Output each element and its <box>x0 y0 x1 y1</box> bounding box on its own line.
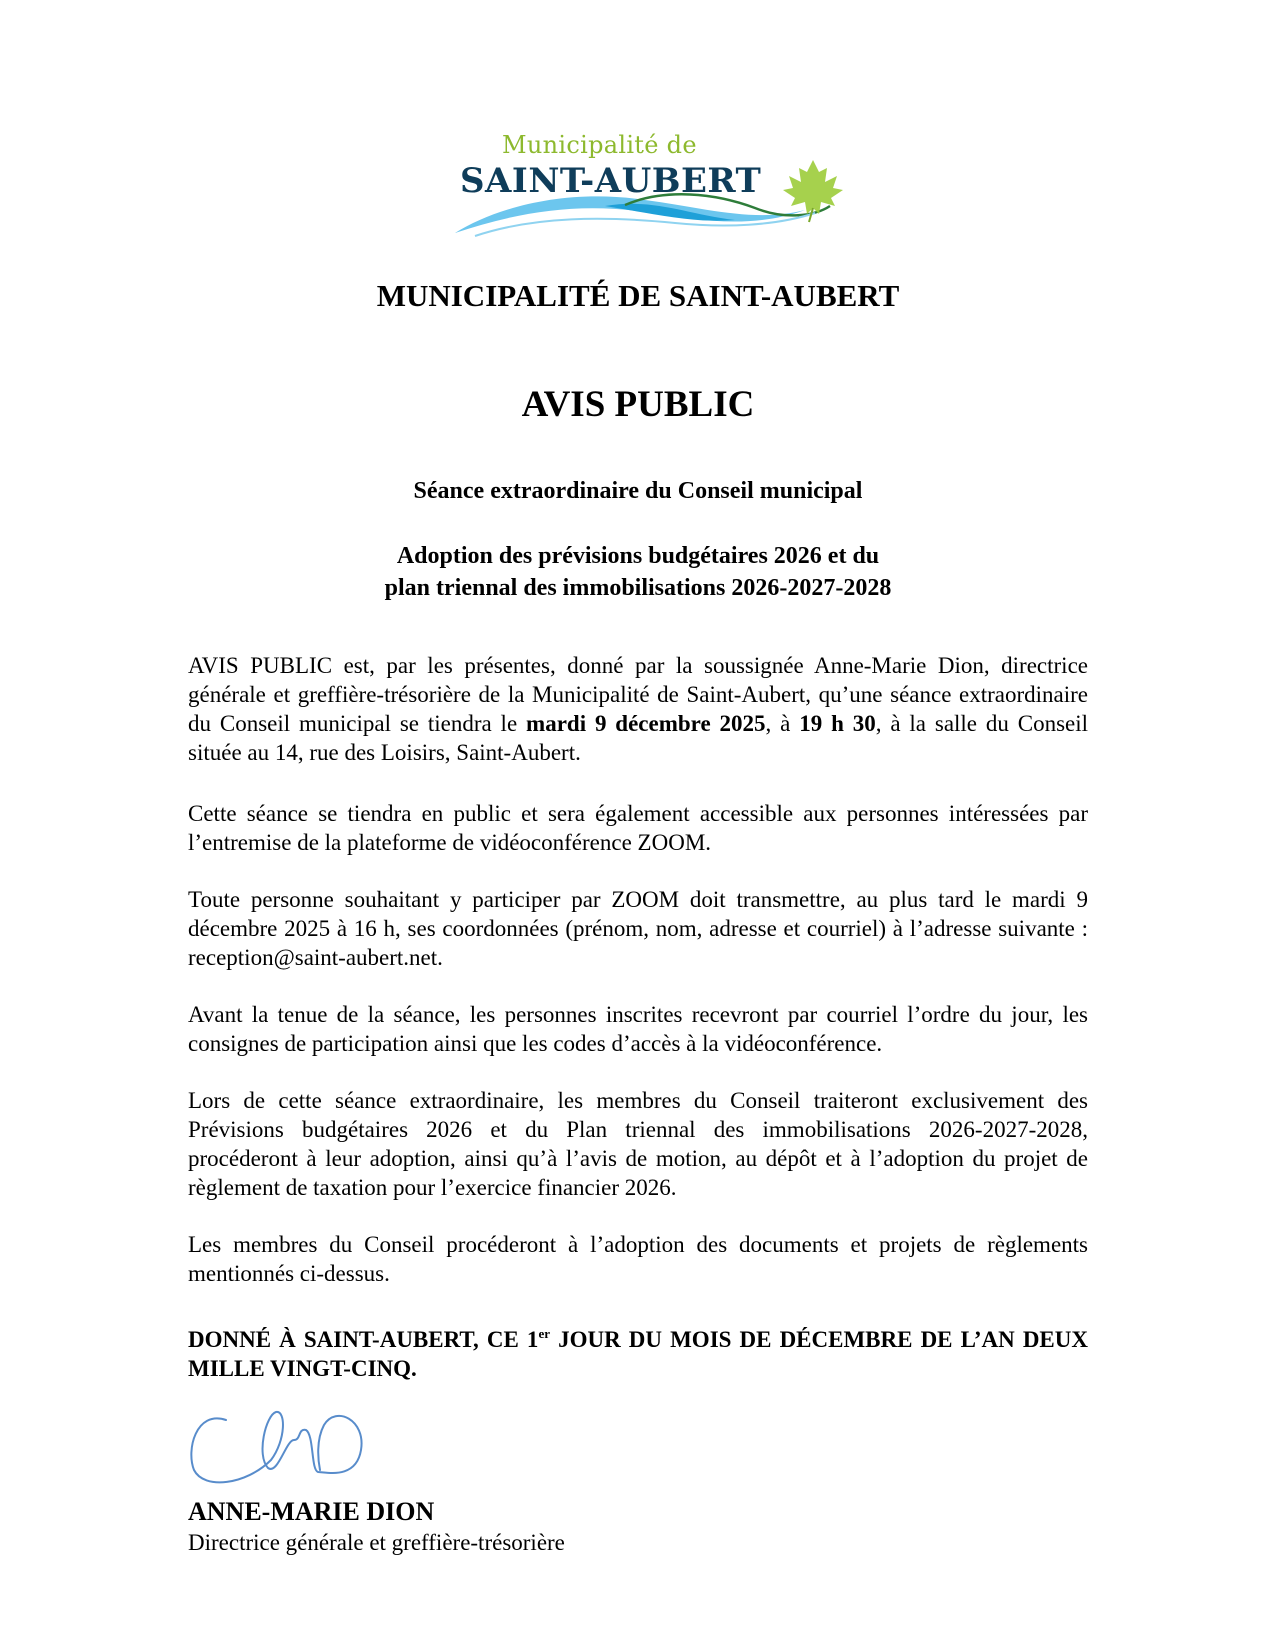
notice-paragraph-subjects: Lors de cette séance extraordinaire, les membres du Conseil traiteront exclusivement des Prévisions budgétaires 2026 et du Plan triennal des immobilisations 2026-2027-2028, procéderont à leur adoption, ainsi qu’à l’avis de motion, au dépôt et à l’adoption du projet de règlement de taxation pour l’exercice financier 2026. <box>188 1088 1088 1200</box>
meeting-subtitle: Séance extraordinaire du Conseil municipal <box>413 478 863 504</box>
municipality-heading: MUNICIPALITÉ DE SAINT-AUBERT <box>376 278 900 313</box>
given-text-end: JOUR DU MOIS DE DÉCEMBRE DE L’AN DEUX MILLE VINGT-CINQ. <box>188 1327 1088 1381</box>
signature-image <box>186 1400 386 1490</box>
given-text: DONNÉ À SAINT-AUBERT, CE 1 <box>188 1327 539 1352</box>
given-statement <box>188 1325 1088 1383</box>
signatory-name: ANNE-MARIE DION <box>188 1497 435 1526</box>
notice-title: AVIS PUBLIC <box>521 384 755 425</box>
logo-text-saint-aubert: SAINT-AUBERT <box>460 161 762 201</box>
notice-paragraph-agenda: Avant la tenue de la séance, les personnes inscrites recevront par courriel l’ordre du jour, les consignes de participation ainsi que les codes d’accès à la vidéoconférence. <box>188 1002 1088 1056</box>
signatory-title: Directrice générale et greffière-trésorière <box>188 1530 565 1555</box>
intro-text-mid: , à <box>765 711 800 736</box>
topic-line-1: Adoption des prévisions budgétaires 2026 et du <box>396 543 880 569</box>
logo-text-municipalite: Municipalité de <box>502 131 697 159</box>
notice-paragraph-public-zoom: Cette séance se tiendra en public et sera également accessible aux personnes intéressées par l’entremise de la plateforme de vidéoconférence ZOOM. <box>188 801 1088 855</box>
intro-text-end: , à la salle du Conseil située au 14, rue des Loisirs, Saint-Aubert. <box>188 711 1089 765</box>
meeting-time: 19 h 30 <box>799 711 876 736</box>
notice-paragraph-registration: Toute personne souhaitant y participer par ZOOM doit transmettre, au plus tard le mardi 9 décembre 2025 à 16 h, ses coordonnées (prénom, nom, adresse et courriel) à l’adresse suivante : reception@saint-aubert.net. <box>188 887 1088 970</box>
topic-heading <box>0 540 1276 604</box>
intro-text: AVIS PUBLIC est, par les présentes, donné par la soussignée Anne-Marie Dion, directrice générale et greffière-trésorière de la Municipalité de Saint-Aubert, qu’une séance extraordinaire du Conseil municipal se tiendra le <box>188 653 1088 736</box>
topic-line-2: plan triennal des immobilisations 2026-2027-2028 <box>384 575 892 601</box>
municipality-logo <box>455 128 855 243</box>
notice-paragraph-intro <box>188 651 1088 767</box>
given-superscript: er <box>538 1326 550 1341</box>
notice-paragraph-adoption: Les membres du Conseil procéderont à l’adoption des documents et projets de règlements mentionnés ci-dessus. <box>188 1232 1088 1286</box>
meeting-date: mardi 9 décembre 2025 <box>526 711 766 736</box>
